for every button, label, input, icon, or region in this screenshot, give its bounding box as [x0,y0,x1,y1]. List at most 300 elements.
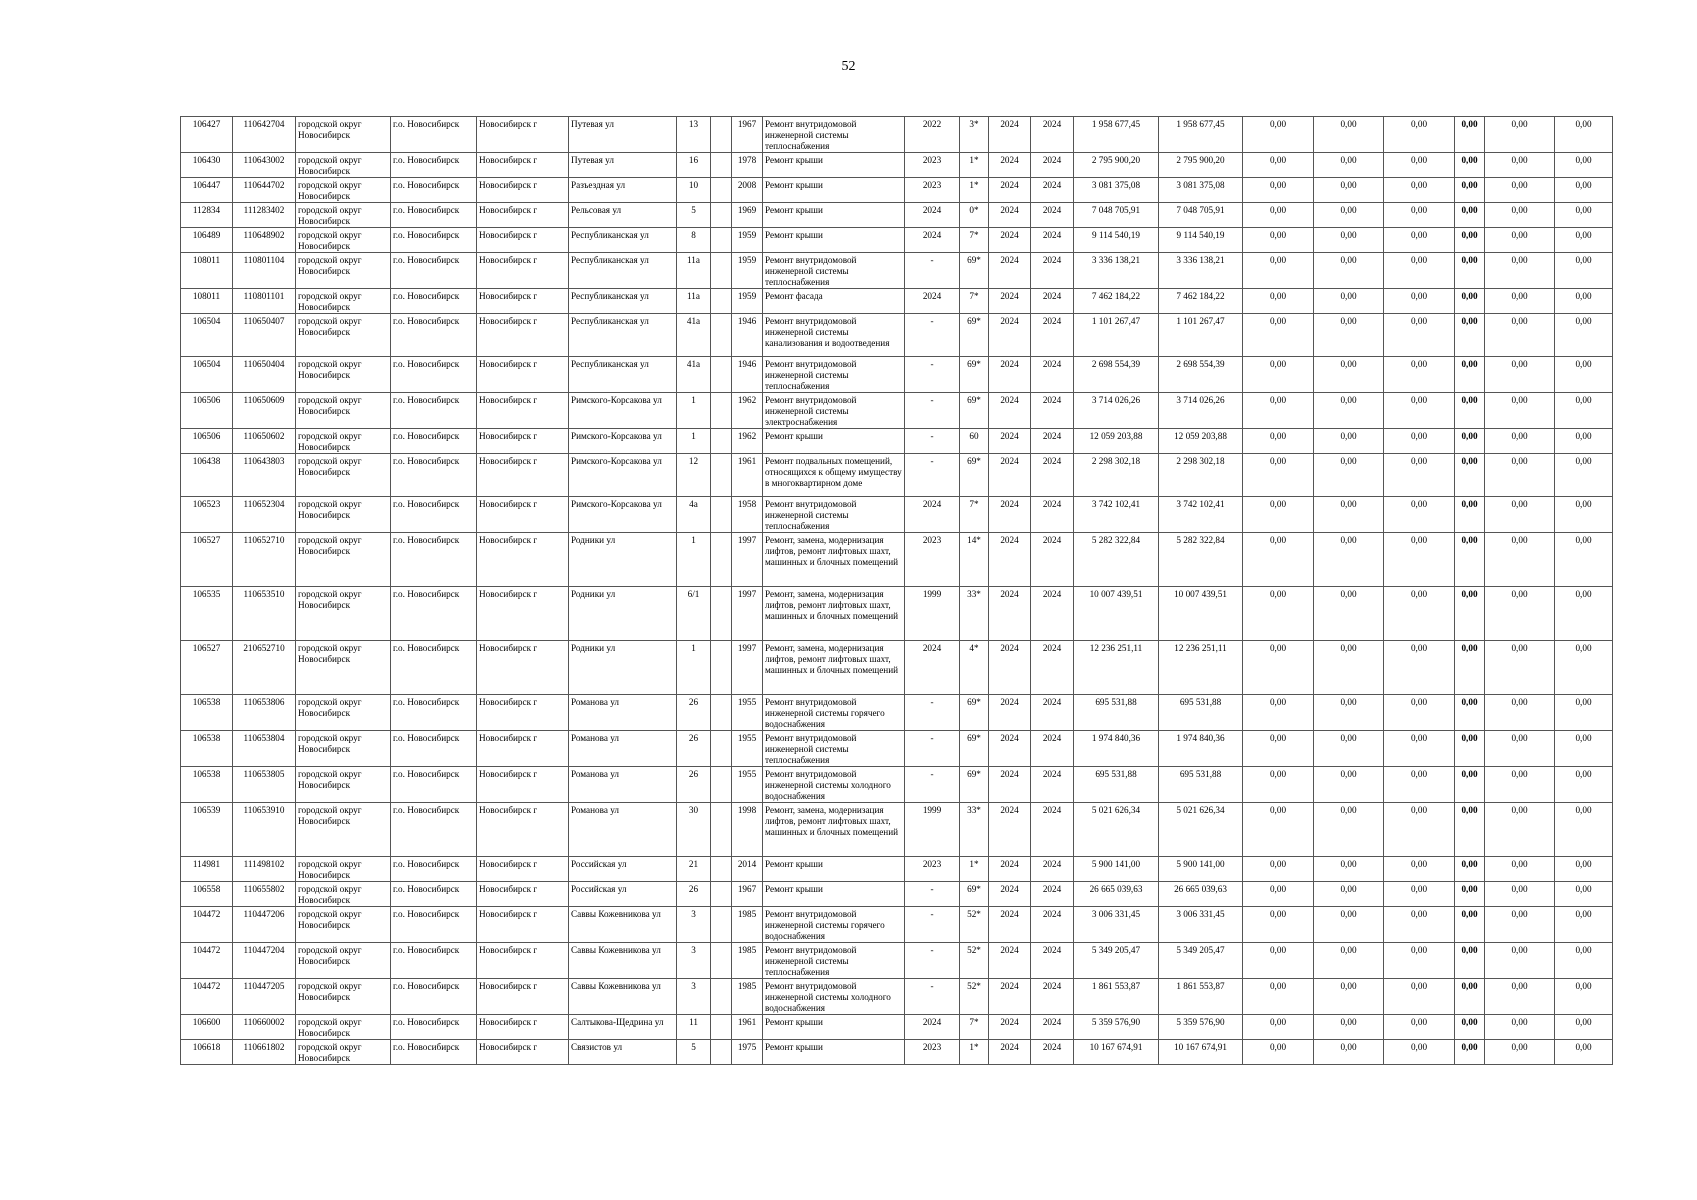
cell-cost-local: 0,00 [1384,253,1455,289]
cell-settlement: Новосибирск г [477,497,569,533]
cell-settlement: Новосибирск г [477,979,569,1015]
cell-plan-start-year: 2024 [989,178,1031,203]
cell-plan-end-year: 2024 [1031,117,1074,153]
cell-total-cost: 3 714 026,26 [1074,393,1159,429]
cell-municipal-unit: г.о. Новосибирск [391,533,477,587]
cell-house-number: 16 [677,153,711,178]
cell-house-id: 106438 [181,454,233,497]
cell-cost-other-b: 0,00 [1555,228,1613,253]
table-row [181,393,1613,429]
cell-work-id: 110447204 [233,943,296,979]
cell-cost-regional: 0,00 [1314,289,1384,314]
cell-cost-local: 0,00 [1384,943,1455,979]
table-row [181,314,1613,357]
cell-cost-owners: 0,00 [1485,357,1555,393]
cell-house-number: 5 [677,203,711,228]
cell-last-repair-year: - [905,314,960,357]
cell-wear-percent: 3* [960,117,989,153]
cell-plan-end-year: 2024 [1031,178,1074,203]
cell-cost-owners: 0,00 [1485,587,1555,641]
cell-municipality: городской округ Новосибирск [296,314,391,357]
cell-settlement: Новосибирск г [477,907,569,943]
cell-cost-regional: 0,00 [1314,497,1384,533]
cell-last-repair-year: 2024 [905,1015,960,1040]
cell-work-id: 111283402 [233,203,296,228]
cell-wear-percent: 7* [960,228,989,253]
cell-house-id: 106535 [181,587,233,641]
cell-plan-end-year: 2024 [1031,533,1074,587]
cell-plan-end-year: 2024 [1031,641,1074,695]
cell-street: Саввы Кожевникова ул [569,907,677,943]
cell-cost-other-a: 0,00 [1455,943,1485,979]
cell-cost-other-b: 0,00 [1555,533,1613,587]
cell-cost-federal: 0,00 [1243,587,1314,641]
cell-total-cost: 5 282 322,84 [1074,533,1159,587]
cell-settlement: Новосибирск г [477,803,569,857]
cell-cost-local: 0,00 [1384,882,1455,907]
cell-work-id: 110652304 [233,497,296,533]
cell-work-id: 110447205 [233,979,296,1015]
cell-municipal-unit: г.о. Новосибирск [391,314,477,357]
cell-house-id: 114981 [181,857,233,882]
table-row [181,533,1613,587]
cell-work-id: 110653805 [233,767,296,803]
cell-cost-other-b: 0,00 [1555,1015,1613,1040]
cell-plan-start-year: 2024 [989,857,1031,882]
cell-house-id: 106538 [181,731,233,767]
cell-cost-owners: 0,00 [1485,178,1555,203]
cell-wear-percent: 0* [960,203,989,228]
cell-house-id: 108011 [181,289,233,314]
cell-building [711,695,732,731]
cell-cost-fund: 5 359 576,90 [1159,1015,1243,1040]
cell-cost-fund: 7 048 705,91 [1159,203,1243,228]
cell-wear-percent: 69* [960,393,989,429]
cell-settlement: Новосибирск г [477,857,569,882]
cell-plan-end-year: 2024 [1031,587,1074,641]
cell-house-number: 26 [677,731,711,767]
cell-cost-owners: 0,00 [1485,497,1555,533]
cell-plan-end-year: 2024 [1031,767,1074,803]
cell-building [711,641,732,695]
cell-house-id: 108011 [181,253,233,289]
cell-plan-start-year: 2024 [989,803,1031,857]
cell-cost-fund: 9 114 540,19 [1159,228,1243,253]
cell-cost-other-a: 0,00 [1455,1040,1485,1065]
cell-house-number: 11а [677,253,711,289]
cell-cost-other-a: 0,00 [1455,767,1485,803]
cell-street: Связистов ул [569,1040,677,1065]
cell-work-type: Ремонт крыши [763,1040,905,1065]
cell-street: Римского-Корсакова ул [569,393,677,429]
cell-cost-other-a: 0,00 [1455,641,1485,695]
cell-cost-fund: 12 059 203,88 [1159,429,1243,454]
cell-house-id: 106527 [181,533,233,587]
cell-plan-end-year: 2024 [1031,289,1074,314]
cell-work-type: Ремонт крыши [763,857,905,882]
cell-build-year: 1962 [732,393,763,429]
cell-last-repair-year: 2022 [905,117,960,153]
cell-house-number: 11 [677,1015,711,1040]
cell-settlement: Новосибирск г [477,695,569,731]
cell-municipal-unit: г.о. Новосибирск [391,882,477,907]
cell-last-repair-year: 2024 [905,203,960,228]
cell-work-id: 110653806 [233,695,296,731]
cell-plan-start-year: 2024 [989,731,1031,767]
cell-cost-fund: 2 698 554,39 [1159,357,1243,393]
cell-house-id: 106427 [181,117,233,153]
cell-cost-other-a: 0,00 [1455,587,1485,641]
cell-cost-regional: 0,00 [1314,117,1384,153]
cell-cost-other-b: 0,00 [1555,203,1613,228]
cell-building [711,1015,732,1040]
cell-work-type: Ремонт, замена, модернизация лифтов, ремонт лифтовых шахт, машинных и блочных помещений [763,587,905,641]
cell-cost-federal: 0,00 [1243,1015,1314,1040]
table-row [181,803,1613,857]
cell-work-id: 110642704 [233,117,296,153]
cell-cost-fund: 5 282 322,84 [1159,533,1243,587]
cell-cost-other-a: 0,00 [1455,178,1485,203]
cell-house-id: 106447 [181,178,233,203]
cell-cost-fund: 695 531,88 [1159,695,1243,731]
cell-last-repair-year: 2024 [905,289,960,314]
cell-street: Романова ул [569,731,677,767]
cell-settlement: Новосибирск г [477,641,569,695]
cell-cost-owners: 0,00 [1485,1040,1555,1065]
cell-cost-other-a: 0,00 [1455,497,1485,533]
cell-cost-other-b: 0,00 [1555,497,1613,533]
cell-build-year: 1955 [732,695,763,731]
cell-cost-local: 0,00 [1384,979,1455,1015]
cell-build-year: 1946 [732,357,763,393]
cell-work-id: 110801104 [233,253,296,289]
cell-cost-regional: 0,00 [1314,882,1384,907]
cell-building [711,731,732,767]
cell-wear-percent: 7* [960,1015,989,1040]
cell-total-cost: 5 900 141,00 [1074,857,1159,882]
cell-cost-local: 0,00 [1384,907,1455,943]
cell-house-id: 106558 [181,882,233,907]
cell-plan-start-year: 2024 [989,253,1031,289]
cell-build-year: 1959 [732,253,763,289]
cell-total-cost: 5 359 576,90 [1074,1015,1159,1040]
cell-house-id: 106506 [181,429,233,454]
cell-cost-local: 0,00 [1384,1015,1455,1040]
cell-work-type: Ремонт внутридомовой инженерной системы горячего водоснабжения [763,695,905,731]
cell-house-number: 26 [677,882,711,907]
cell-cost-owners: 0,00 [1485,429,1555,454]
cell-house-id: 106527 [181,641,233,695]
cell-cost-regional: 0,00 [1314,587,1384,641]
cell-municipal-unit: г.о. Новосибирск [391,289,477,314]
cell-wear-percent: 7* [960,497,989,533]
cell-wear-percent: 69* [960,253,989,289]
cell-house-id: 106489 [181,228,233,253]
cell-cost-owners: 0,00 [1485,253,1555,289]
cell-street: Римского-Корсакова ул [569,454,677,497]
cell-total-cost: 695 531,88 [1074,767,1159,803]
cell-last-repair-year: - [905,907,960,943]
cell-cost-other-b: 0,00 [1555,454,1613,497]
cell-cost-fund: 1 958 677,45 [1159,117,1243,153]
cell-cost-fund: 1 861 553,87 [1159,979,1243,1015]
cell-cost-other-a: 0,00 [1455,357,1485,393]
cell-cost-other-b: 0,00 [1555,767,1613,803]
cell-building [711,289,732,314]
cell-cost-fund: 10 167 674,91 [1159,1040,1243,1065]
cell-municipal-unit: г.о. Новосибирск [391,228,477,253]
cell-work-type: Ремонт внутридомовой инженерной системы канализования и водоотведения [763,314,905,357]
cell-last-repair-year: 2023 [905,533,960,587]
cell-cost-federal: 0,00 [1243,979,1314,1015]
cell-cost-regional: 0,00 [1314,454,1384,497]
cell-wear-percent: 69* [960,882,989,907]
cell-plan-start-year: 2024 [989,454,1031,497]
cell-wear-percent: 1* [960,1040,989,1065]
cell-municipality: городской округ Новосибирск [296,253,391,289]
cell-cost-federal: 0,00 [1243,228,1314,253]
table-row [181,454,1613,497]
cell-cost-other-a: 0,00 [1455,695,1485,731]
cell-build-year: 1961 [732,454,763,497]
cell-municipality: городской округ Новосибирск [296,731,391,767]
cell-street: Российская ул [569,857,677,882]
cell-total-cost: 3 336 138,21 [1074,253,1159,289]
cell-municipality: городской округ Новосибирск [296,178,391,203]
cell-street: Саввы Кожевникова ул [569,979,677,1015]
cell-plan-end-year: 2024 [1031,203,1074,228]
cell-plan-end-year: 2024 [1031,1040,1074,1065]
cell-settlement: Новосибирск г [477,253,569,289]
cell-cost-regional: 0,00 [1314,178,1384,203]
cell-plan-end-year: 2024 [1031,731,1074,767]
cell-cost-other-b: 0,00 [1555,907,1613,943]
cell-cost-other-b: 0,00 [1555,979,1613,1015]
cell-cost-owners: 0,00 [1485,454,1555,497]
cell-municipal-unit: г.о. Новосибирск [391,731,477,767]
table-row [181,587,1613,641]
cell-house-number: 1 [677,393,711,429]
cell-house-id: 106618 [181,1040,233,1065]
cell-total-cost: 10 007 439,51 [1074,587,1159,641]
cell-municipality: городской округ Новосибирск [296,357,391,393]
cell-plan-end-year: 2024 [1031,882,1074,907]
cell-municipality: городской округ Новосибирск [296,943,391,979]
cell-house-number: 26 [677,695,711,731]
cell-cost-regional: 0,00 [1314,153,1384,178]
cell-plan-end-year: 2024 [1031,357,1074,393]
cell-total-cost: 7 048 705,91 [1074,203,1159,228]
cell-plan-start-year: 2024 [989,882,1031,907]
cell-work-type: Ремонт внутридомовой инженерной системы теплоснабжения [763,943,905,979]
cell-total-cost: 9 114 540,19 [1074,228,1159,253]
cell-house-id: 106600 [181,1015,233,1040]
cell-settlement: Новосибирск г [477,1015,569,1040]
cell-cost-regional: 0,00 [1314,695,1384,731]
cell-plan-start-year: 2024 [989,117,1031,153]
cell-building [711,153,732,178]
cell-last-repair-year: 2024 [905,497,960,533]
cell-street: Республиканская ул [569,314,677,357]
cell-cost-other-a: 0,00 [1455,203,1485,228]
cell-cost-local: 0,00 [1384,803,1455,857]
cell-cost-local: 0,00 [1384,117,1455,153]
cell-cost-fund: 3 006 331,45 [1159,907,1243,943]
cell-house-id: 104472 [181,943,233,979]
cell-last-repair-year: - [905,882,960,907]
cell-wear-percent: 69* [960,695,989,731]
cell-building [711,117,732,153]
cell-build-year: 1967 [732,117,763,153]
cell-house-number: 11а [677,289,711,314]
cell-municipal-unit: г.о. Новосибирск [391,695,477,731]
cell-total-cost: 2 298 302,18 [1074,454,1159,497]
table-row [181,253,1613,289]
cell-build-year: 1985 [732,907,763,943]
cell-cost-federal: 0,00 [1243,203,1314,228]
cell-cost-owners: 0,00 [1485,731,1555,767]
cell-building [711,943,732,979]
cell-cost-owners: 0,00 [1485,695,1555,731]
cell-cost-federal: 0,00 [1243,357,1314,393]
cell-work-type: Ремонт крыши [763,153,905,178]
cell-municipality: городской округ Новосибирск [296,1040,391,1065]
cell-municipality: городской округ Новосибирск [296,497,391,533]
cell-house-number: 30 [677,803,711,857]
cell-cost-fund: 26 665 039,63 [1159,882,1243,907]
cell-building [711,1040,732,1065]
cell-cost-regional: 0,00 [1314,943,1384,979]
cell-wear-percent: 69* [960,731,989,767]
cell-building [711,314,732,357]
table-body [181,117,1613,1065]
cell-cost-federal: 0,00 [1243,314,1314,357]
cell-cost-fund: 12 236 251,11 [1159,641,1243,695]
cell-wear-percent: 7* [960,289,989,314]
cell-cost-local: 0,00 [1384,314,1455,357]
cell-plan-start-year: 2024 [989,695,1031,731]
cell-house-number: 3 [677,979,711,1015]
cell-cost-owners: 0,00 [1485,767,1555,803]
table-row [181,695,1613,731]
cell-work-id: 110650404 [233,357,296,393]
cell-house-number: 12 [677,454,711,497]
cell-total-cost: 7 462 184,22 [1074,289,1159,314]
table-row [181,289,1613,314]
cell-cost-owners: 0,00 [1485,228,1555,253]
cell-build-year: 1978 [732,153,763,178]
cell-work-id: 110643002 [233,153,296,178]
cell-cost-owners: 0,00 [1485,803,1555,857]
cell-build-year: 1958 [732,497,763,533]
cell-cost-other-a: 0,00 [1455,803,1485,857]
cell-municipal-unit: г.о. Новосибирск [391,203,477,228]
cell-work-type: Ремонт, замена, модернизация лифтов, ремонт лифтовых шахт, машинных и блочных помещений [763,533,905,587]
cell-last-repair-year: 1999 [905,803,960,857]
table-row [181,767,1613,803]
cell-cost-owners: 0,00 [1485,533,1555,587]
cell-house-number: 21 [677,857,711,882]
cell-cost-federal: 0,00 [1243,1040,1314,1065]
cell-cost-local: 0,00 [1384,767,1455,803]
cell-build-year: 1969 [732,203,763,228]
cell-plan-start-year: 2024 [989,641,1031,695]
cell-plan-start-year: 2024 [989,767,1031,803]
cell-plan-end-year: 2024 [1031,979,1074,1015]
cell-street: Путевая ул [569,153,677,178]
cell-cost-other-b: 0,00 [1555,153,1613,178]
cell-work-id: 110652710 [233,533,296,587]
cell-municipality: городской округ Новосибирск [296,803,391,857]
cell-house-number: 1 [677,429,711,454]
cell-cost-fund: 3 081 375,08 [1159,178,1243,203]
cell-cost-local: 0,00 [1384,641,1455,695]
cell-municipal-unit: г.о. Новосибирск [391,497,477,533]
cell-build-year: 1946 [732,314,763,357]
cell-cost-regional: 0,00 [1314,429,1384,454]
cell-cost-other-a: 0,00 [1455,117,1485,153]
cell-plan-end-year: 2024 [1031,253,1074,289]
cell-plan-end-year: 2024 [1031,454,1074,497]
cell-plan-start-year: 2024 [989,1040,1031,1065]
cell-last-repair-year: 2023 [905,153,960,178]
cell-house-id: 106504 [181,314,233,357]
cell-street: Путевая ул [569,117,677,153]
cell-building [711,454,732,497]
cell-cost-other-b: 0,00 [1555,943,1613,979]
cell-house-id: 106523 [181,497,233,533]
cell-last-repair-year: - [905,731,960,767]
cell-total-cost: 1 861 553,87 [1074,979,1159,1015]
cell-building [711,533,732,587]
cell-plan-end-year: 2024 [1031,153,1074,178]
cell-municipality: городской округ Новосибирск [296,587,391,641]
cell-work-type: Ремонт внутридомовой инженерной системы теплоснабжения [763,253,905,289]
cell-cost-other-b: 0,00 [1555,731,1613,767]
cell-building [711,357,732,393]
cell-wear-percent: 60 [960,429,989,454]
cell-street: Родники ул [569,533,677,587]
cell-street: Римского-Корсакова ул [569,497,677,533]
cell-street: Родники ул [569,641,677,695]
cell-municipal-unit: г.о. Новосибирск [391,767,477,803]
cell-cost-other-b: 0,00 [1555,314,1613,357]
cell-cost-other-a: 0,00 [1455,1015,1485,1040]
cell-house-id: 112834 [181,203,233,228]
cell-total-cost: 5 349 205,47 [1074,943,1159,979]
cell-cost-local: 0,00 [1384,731,1455,767]
cell-plan-start-year: 2024 [989,497,1031,533]
cell-total-cost: 3 006 331,45 [1074,907,1159,943]
cell-cost-federal: 0,00 [1243,641,1314,695]
cell-cost-regional: 0,00 [1314,803,1384,857]
cell-last-repair-year: 1999 [905,587,960,641]
cell-cost-fund: 5 349 205,47 [1159,943,1243,979]
cell-work-type: Ремонт крыши [763,882,905,907]
cell-total-cost: 26 665 039,63 [1074,882,1159,907]
cell-work-id: 110644702 [233,178,296,203]
cell-street: Саввы Кожевникова ул [569,943,677,979]
table-row [181,203,1613,228]
cell-build-year: 1955 [732,731,763,767]
cell-work-id: 210652710 [233,641,296,695]
cell-house-number: 1 [677,533,711,587]
cell-cost-federal: 0,00 [1243,253,1314,289]
cell-build-year: 1985 [732,979,763,1015]
cell-settlement: Новосибирск г [477,731,569,767]
cell-plan-start-year: 2024 [989,979,1031,1015]
cell-build-year: 1997 [732,587,763,641]
